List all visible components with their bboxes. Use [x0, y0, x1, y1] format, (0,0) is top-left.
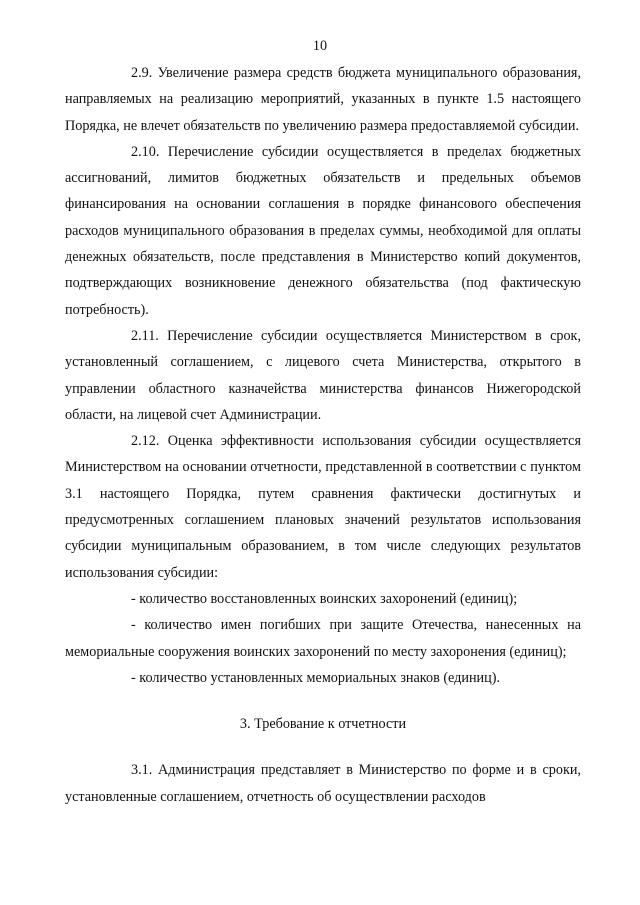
paragraph-2-12: 2.12. Оценка эффективности использования субсидии осуществляется Министерством на основании отчетности, представленной в соответствии с пунктом 3.1 настоящего Порядка, путем сравнения фактически достигнутых и предусмотренных соглашением плановых значений результатов использования субсидии муниципальным образованием, в том числе следующих результатов использования субсидии: — [65, 433, 581, 581]
paragraph-3-1: 3.1. Администрация представляет в Министерство по форме и в сроки, установленные соглашением, отчетность об осуществлении расходов — [65, 762, 581, 805]
list-item-memorial-signs: - количество установленных мемориальных знаков (единиц). — [131, 669, 501, 686]
paragraph-2-11: 2.11. Перечисление субсидии осуществляется Министерством в срок, установленный соглашением, с лицевого счета Министерства, открытого в управлении областного казначейства министерства финансов Нижегородской области, на лицевой счет Администрации. — [65, 327, 581, 423]
paragraph-2-10: 2.10. Перечисление субсидии осуществляется в пределах бюджетных ассигнований, лимитов бюджетных обязательств и предельных объемов финансирования на основании соглашения в порядке финансового обеспечения расходов муниципального образования в пределах суммы, необходимой для оплаты денежных обязательств, после представления в Министерство копий документов, подтверждающих возникновение денежного обязательства (под фактическую потребность). — [65, 143, 581, 318]
list-item-names-inscribed: - количество имен погибших при защите Отечества, нанесенных на мемориальные сооружения воинских захоронений по месту захоронения (единиц); — [65, 617, 581, 660]
list-item-restored-graves: - количество восстановленных воинских захоронений (единиц); — [131, 590, 518, 607]
paragraph-2-9: 2.9. Увеличение размера средств бюджета муниципального образования, направляемых на реализацию мероприятий, указанных в пункте 1.5 настоящего Порядка, не влечет обязательств по увеличению размера предоставляемой субсидии. — [65, 65, 581, 134]
document-body — [65, 60, 581, 810]
section-heading: 3. Требование к отчетности — [239, 716, 407, 733]
page-number: 10 — [312, 38, 328, 54]
